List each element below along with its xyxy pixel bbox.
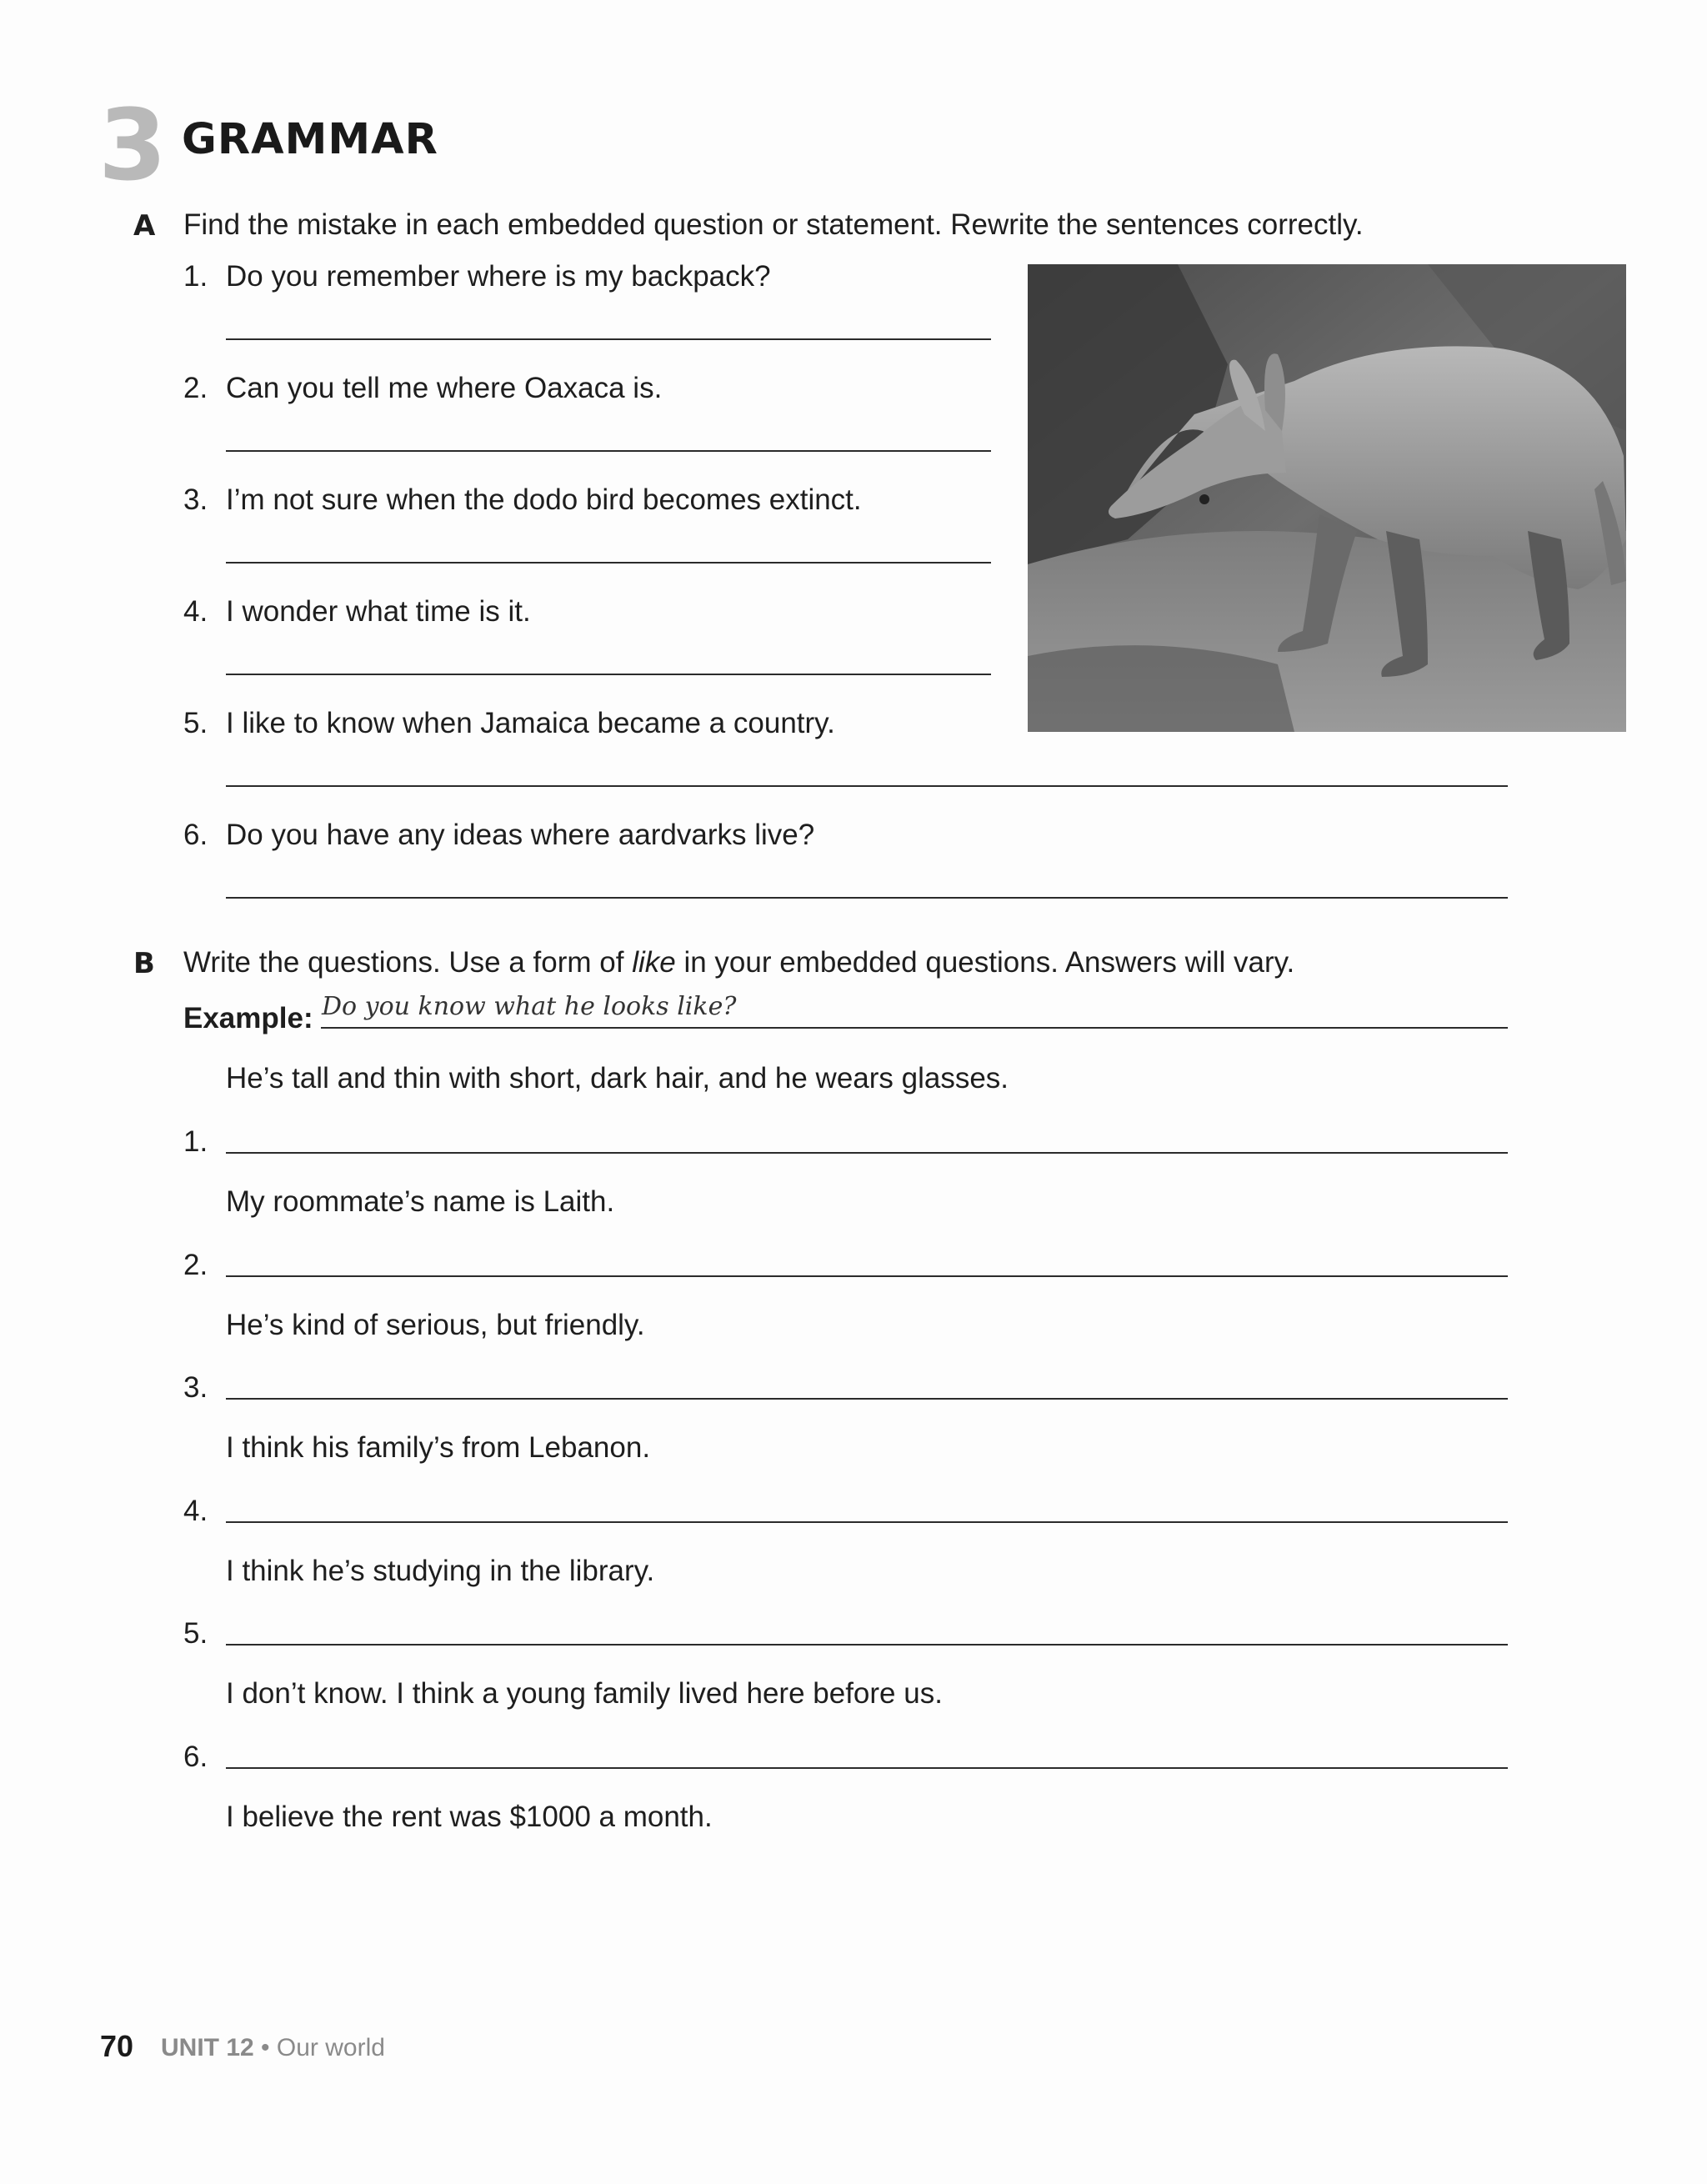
question-line[interactable] — [226, 1275, 1508, 1277]
example-response: He’s tall and thin with short, dark hair, and he wears glasses. — [226, 1062, 1009, 1095]
part-a-item-number: 3. — [183, 483, 208, 516]
question-line[interactable] — [226, 1644, 1508, 1646]
answer-line[interactable] — [226, 674, 991, 675]
answer-line[interactable] — [226, 338, 991, 340]
part-a-item-text: I like to know when Jamaica became a country. — [226, 707, 835, 739]
part-b-item-number: 1. — [183, 1125, 208, 1158]
part-b-answer: My roommate’s name is Laith. — [226, 1185, 615, 1218]
part-a-item-text: Can you tell me where Oaxaca is. — [226, 372, 663, 404]
example-answer: Do you know what he looks like? — [322, 992, 737, 1021]
unit-label: UNIT 12 • Our world — [161, 2034, 385, 2061]
part-a-item-text: I’m not sure when the dodo bird becomes extinct. — [226, 483, 862, 516]
part-b-letter: B — [133, 947, 155, 980]
part-a-item-text: Do you remember where is my backpack? — [226, 260, 771, 293]
part-b-item-number: 6. — [183, 1741, 208, 1773]
aardvark-photo — [1028, 264, 1626, 732]
part-b-answer: He’s kind of serious, but friendly. — [226, 1309, 645, 1341]
question-line[interactable] — [226, 1767, 1508, 1769]
part-b-item-number: 4. — [183, 1495, 208, 1527]
part-a-item-number: 6. — [183, 819, 208, 851]
part-a-item-number: 1. — [183, 260, 208, 293]
answer-line[interactable] — [226, 897, 1508, 899]
example-label: Example: — [183, 1002, 313, 1034]
example-line — [321, 1027, 1508, 1029]
part-a-item-text: I wonder what time is it. — [226, 595, 531, 628]
section-number: 3 — [98, 88, 168, 203]
part-b-answer: I think he’s studying in the library. — [226, 1555, 655, 1587]
part-b-item-number: 2. — [183, 1249, 208, 1281]
part-a-instruction: Find the mistake in each embedded question or statement. Rewrite the sentences correctly. — [183, 208, 1364, 241]
part-b-answer: I think his family’s from Lebanon. — [226, 1431, 651, 1464]
part-b-answer: I believe the rent was $1000 a month. — [226, 1801, 713, 1833]
answer-line[interactable] — [226, 785, 1508, 787]
part-a-item-text: Do you have any ideas where aardvarks live? — [226, 819, 815, 851]
part-b-answer: I don’t know. I think a young family lived here before us. — [226, 1677, 943, 1710]
part-a-letter: A — [133, 209, 156, 243]
question-line[interactable] — [226, 1521, 1508, 1523]
part-a-item-number: 2. — [183, 372, 208, 404]
part-b-item-number: 3. — [183, 1371, 208, 1404]
part-b-item-number: 5. — [183, 1617, 208, 1650]
question-line[interactable] — [226, 1152, 1508, 1154]
part-a-item-number: 5. — [183, 707, 208, 739]
question-line[interactable] — [226, 1398, 1508, 1400]
answer-line[interactable] — [226, 450, 991, 452]
answer-line[interactable] — [226, 562, 991, 564]
section-title: GRAMMAR — [182, 115, 438, 164]
page-number: 70 — [100, 2029, 134, 2063]
part-b-instruction: Write the questions. Use a form of like in your embedded questions. Answers will vary. — [183, 946, 1295, 979]
part-a-item-number: 4. — [183, 595, 208, 628]
